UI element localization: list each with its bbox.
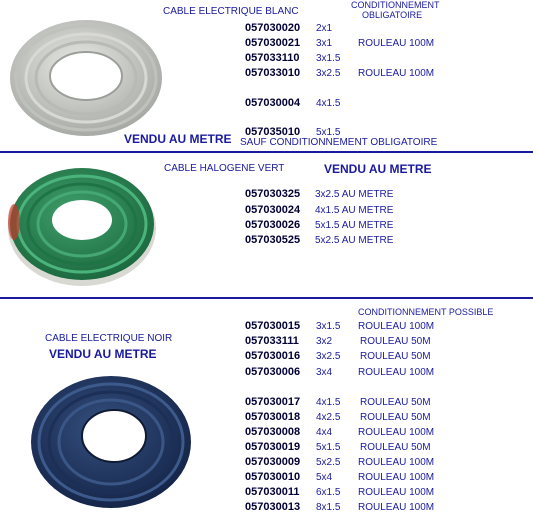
product-spec: 5x1.5	[316, 442, 341, 453]
section1-vendu-au-metre: VENDU AU METRE	[124, 132, 232, 146]
product-spec: 3x2.5 AU METRE	[315, 189, 394, 200]
product-packaging: ROULEAU 100M	[358, 427, 435, 438]
product-code: 057030021	[245, 37, 301, 49]
product-packaging: ROULEAU 50M	[360, 336, 431, 347]
table-row	[0, 97, 533, 111]
product-code: 057030008	[245, 426, 301, 438]
section1-note: SAUF CONDITIONNEMENT OBLIGATOIRE	[240, 137, 438, 148]
table-row	[0, 441, 533, 455]
product-code: 057030525	[245, 234, 301, 246]
product-code: 057030016	[245, 350, 301, 362]
product-packaging: ROULEAU 100M	[358, 68, 435, 79]
product-code: 057030017	[245, 396, 301, 408]
table-row	[0, 411, 533, 425]
product-code: 057033111	[245, 335, 299, 347]
product-code: 057030004	[245, 97, 301, 109]
table-row	[0, 234, 533, 248]
table-row	[0, 37, 533, 51]
table-row	[0, 22, 533, 36]
product-packaging: ROULEAU 50M	[360, 351, 431, 362]
section2-vendu-au-metre: VENDU AU METRE	[324, 162, 432, 176]
product-spec: 3x2	[316, 336, 333, 347]
table-row	[0, 426, 533, 440]
table-row	[0, 350, 533, 364]
product-packaging: ROULEAU 50M	[360, 412, 431, 423]
product-spec: 2x1	[316, 23, 333, 34]
section2-title: CABLE HALOGENE VERT	[164, 163, 285, 174]
separator-line	[0, 151, 533, 153]
product-spec: 6x1.5	[316, 487, 341, 498]
table-row	[0, 486, 533, 500]
product-spec: 5x4	[316, 472, 333, 483]
table-row	[0, 471, 533, 485]
product-code: 057030026	[245, 219, 301, 231]
product-spec: 3x1.5	[316, 53, 341, 64]
product-code: 057030015	[245, 320, 301, 332]
table-row	[0, 67, 533, 81]
product-packaging: ROULEAU 100M	[358, 321, 435, 332]
product-packaging: ROULEAU 100M	[358, 472, 435, 483]
table-row	[0, 456, 533, 470]
product-code: 057030325	[245, 188, 301, 200]
product-code: 057035010	[245, 126, 301, 138]
product-spec: 3x2.5	[316, 68, 341, 79]
table-row	[0, 219, 533, 233]
product-code: 057030009	[245, 456, 301, 468]
product-code: 057030010	[245, 471, 301, 483]
product-spec: 5x1.5 AU METRE	[315, 220, 394, 231]
product-spec: 4x1.5	[316, 98, 341, 109]
product-spec: 3x1	[316, 38, 333, 49]
product-packaging: ROULEAU 100M	[358, 457, 435, 468]
section1-title: CABLE ELECTRIQUE BLANC	[163, 6, 299, 17]
product-spec: 4x2.5	[316, 412, 341, 423]
table-row	[0, 188, 533, 202]
table-row	[0, 204, 533, 218]
product-code: 057033010	[245, 67, 301, 79]
product-packaging: ROULEAU 100M	[358, 502, 435, 513]
product-code: 057030020	[245, 22, 301, 34]
table-row	[0, 320, 533, 334]
section3-vendu-au-metre: VENDU AU METRE	[49, 347, 157, 361]
product-code: 057030019	[245, 441, 301, 453]
product-packaging: ROULEAU 50M	[360, 397, 431, 408]
section3-title: CABLE ELECTRIQUE NOIR	[45, 333, 173, 344]
product-spec: 8x1.5	[316, 502, 341, 513]
product-spec: 5x1.5	[316, 127, 341, 138]
product-code: 057030013	[245, 501, 301, 513]
product-packaging: ROULEAU 50M	[360, 442, 431, 453]
table-row	[0, 396, 533, 410]
product-code: 057030006	[245, 366, 301, 378]
product-spec: 4x4	[316, 427, 333, 438]
product-code: 057033110	[245, 52, 300, 64]
product-spec: 4x1.5	[316, 397, 341, 408]
product-packaging: ROULEAU 100M	[358, 487, 435, 498]
product-spec: 3x2.5	[316, 351, 341, 362]
table-row	[0, 501, 533, 515]
product-spec: 5x2.5	[316, 457, 341, 468]
product-packaging: ROULEAU 100M	[358, 38, 435, 49]
product-spec: 5x2.5 AU METRE	[315, 235, 394, 246]
product-spec: 3x1.5	[316, 321, 341, 332]
product-packaging: ROULEAU 100M	[358, 367, 435, 378]
section1-header-line1: CONDITIONNEMENT	[351, 0, 440, 10]
table-row	[0, 366, 533, 380]
table-row	[0, 335, 533, 349]
product-code: 057030011	[245, 486, 300, 498]
product-spec: 4x1.5 AU METRE	[315, 205, 394, 216]
section1-header-line2: OBLIGATOIRE	[362, 10, 423, 20]
section3-header: CONDITIONNEMENT POSSIBLE	[358, 307, 494, 317]
product-code: 057030024	[245, 204, 301, 216]
table-row	[0, 52, 533, 66]
product-spec: 3x4	[316, 367, 333, 378]
separator-line	[0, 297, 533, 299]
product-code: 057030018	[245, 411, 301, 423]
